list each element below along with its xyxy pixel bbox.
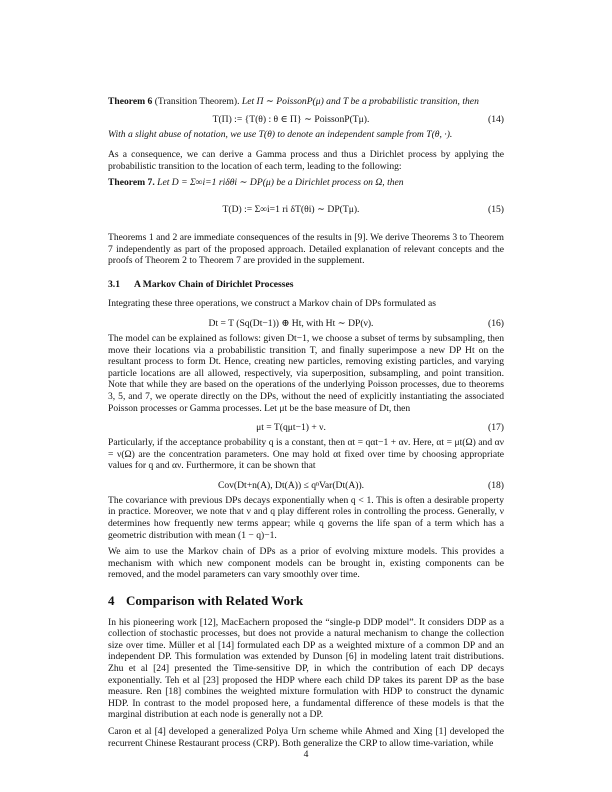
theorem-7	[108, 177, 504, 189]
page-number: 4	[303, 749, 309, 760]
theorem-6-head: Theorem 6	[108, 96, 153, 107]
section-title: A Markov Chain of Dirichlet Processes	[134, 278, 294, 290]
paragraph-caron: Caron et al [4] developed a generalized Polya Urn scheme while Ahmed and Xing [1] developed the recurrent Chinese Restaurant process (CRP). Both generalize the CRP to allow time-variation, while	[108, 725, 504, 749]
section-number: 3.1	[108, 278, 120, 290]
equation-18	[108, 477, 504, 495]
equation-18-body: Cov(Dt+n(A), Dt(A)) ≤ qⁿVar(Dt(A)).	[217, 479, 365, 491]
section-number: 4	[108, 593, 115, 609]
equation-17	[108, 419, 504, 437]
section-4-heading	[108, 595, 504, 607]
equation-14-body: T(Π) := {T(θ) : θ ∈ Π} ∼ PoissonP(Tμ).	[212, 113, 370, 125]
equation-16-body: Dt = T (Sq(Dt−1)) ⊕ Ht, with Ht ∼ DP(ν).	[208, 317, 374, 329]
theorem-6	[108, 96, 504, 108]
equation-15-number: (15)	[488, 203, 504, 215]
paragraph-model-explanation: The model can be explained as follows: given Dt−1, we choose a subset of terms by subsampling, then move their locations via a probabilistic transition T, and finally superimpose a new DP Ht on the resultant process to form Dt. Hence, creating new particles, removing existing particles, and varying particle locations are all allowed, respectively, via superposition, subsampling, and point transition. Note that while they are based on the operations of the underlying Poisson processes, due to theorems 3, 5, and 7, we operate directly on the DPs, without the need of explicitly instantiating the associated Poisson processes or Gamma processes. Let μt be the base measure of Dt, then	[108, 332, 504, 414]
section-3-1-heading	[108, 279, 504, 291]
theorem-7-head: Theorem 7.	[108, 177, 155, 189]
section-title: Comparison with Related Work	[126, 593, 304, 609]
theorem-6-remark: With a slight abuse of notation, we use T(θ) to denote an independent sample from T(θ, ·).	[108, 128, 453, 140]
paragraph-aim: We aim to use the Markov chain of DPs as a prior of evolving mixture models. This provides a mechanism with which new component models can be brought in, existing components can be removed, and the model parameters can vary smoothly over time.	[108, 546, 504, 581]
page-body	[108, 96, 504, 754]
theorem-6-body: Let Π ∼ PoissonP(μ) and T be a probabilistic transition, then	[241, 96, 479, 107]
equation-18-number: (18)	[488, 479, 504, 491]
equation-15	[108, 192, 504, 228]
equation-14-number: (14)	[488, 113, 504, 125]
equation-16	[108, 315, 504, 333]
paragraph-acceptance: Particularly, if the acceptance probability q is a constant, then αt = qαt−1 + αν. Here, αt = μt(Ω) and αν = ν(Ω) are the concentration parameters. One may hold αt fixed over time by choosing appropriate values for q and αν. Furthermore, it can be shown that	[108, 437, 504, 472]
theorem-7-body: Let D = Σ∞i=1 riδθi ∼ DP(μ) be a Dirichlet process on Ω, then	[157, 177, 404, 189]
equation-17-number: (17)	[488, 422, 504, 434]
paragraph-covariance: The covariance with previous DPs decays exponentially when q < 1. This is often a desirable property in practice. Moreover, we note that ν and q play different roles in controlling the process. Generally, ν determines how frequently new terms appear; while q governs the life span of a term which has a geometric distribution with mean (1 − q)−1.	[108, 494, 504, 541]
paragraph-consequence: As a consequence, we can derive a Gamma process and thus a Dirichlet process by applying the probabilistic transition to the location of each term, leading to the following:	[108, 149, 504, 172]
equation-17-body: μt = T(qμt−1) + ν.	[256, 422, 326, 434]
equation-14	[108, 111, 504, 129]
paragraph-related-work: In his pioneering work [12], MacEachern proposed the “single-p DDP model”. It considers DDP as a collection of stochastic processes, but does not provide a natural mechanism to change the collection size over time. Müller et al [14] formulated each DP as a weighted mixture of a common DP and an independent DP. This formulation was extended by Dunson [6] in modeling latent trait distributions. Zhu et al [24] presented the Time-sensitive DP, in which the contribution of each DP decays exponentially. Teh et al [23] proposed the HDP where each child DP takes its parent DP as the base measure. Ren [18] combines the weighted mixture formulation with HDP to construct the dynamic HDP. In contrast to the model proposed here, a fundamental difference of these models is that the marginal distribution at each node is generally not a DP.	[108, 616, 504, 721]
paragraph-integrating: Integrating these three operations, we construct a Markov chain of DPs formulated as	[108, 298, 436, 310]
theorem-6-note: (Transition Theorem).	[154, 96, 240, 107]
paragraph-theorems: Theorems 1 and 2 are immediate consequences of the results in [9]. We derive Theorems 3 to Theorem 7 independently as part of the proposed approach. Detailed explanation of relevant concepts and the proofs of Theorem 2 to Theorem 7 are provided in the supplement.	[108, 231, 504, 267]
equation-16-number: (16)	[488, 317, 504, 329]
equation-15-body: T(D) := Σ∞i=1 ri δT(θi) ∼ DP(Tμ).	[222, 203, 360, 215]
